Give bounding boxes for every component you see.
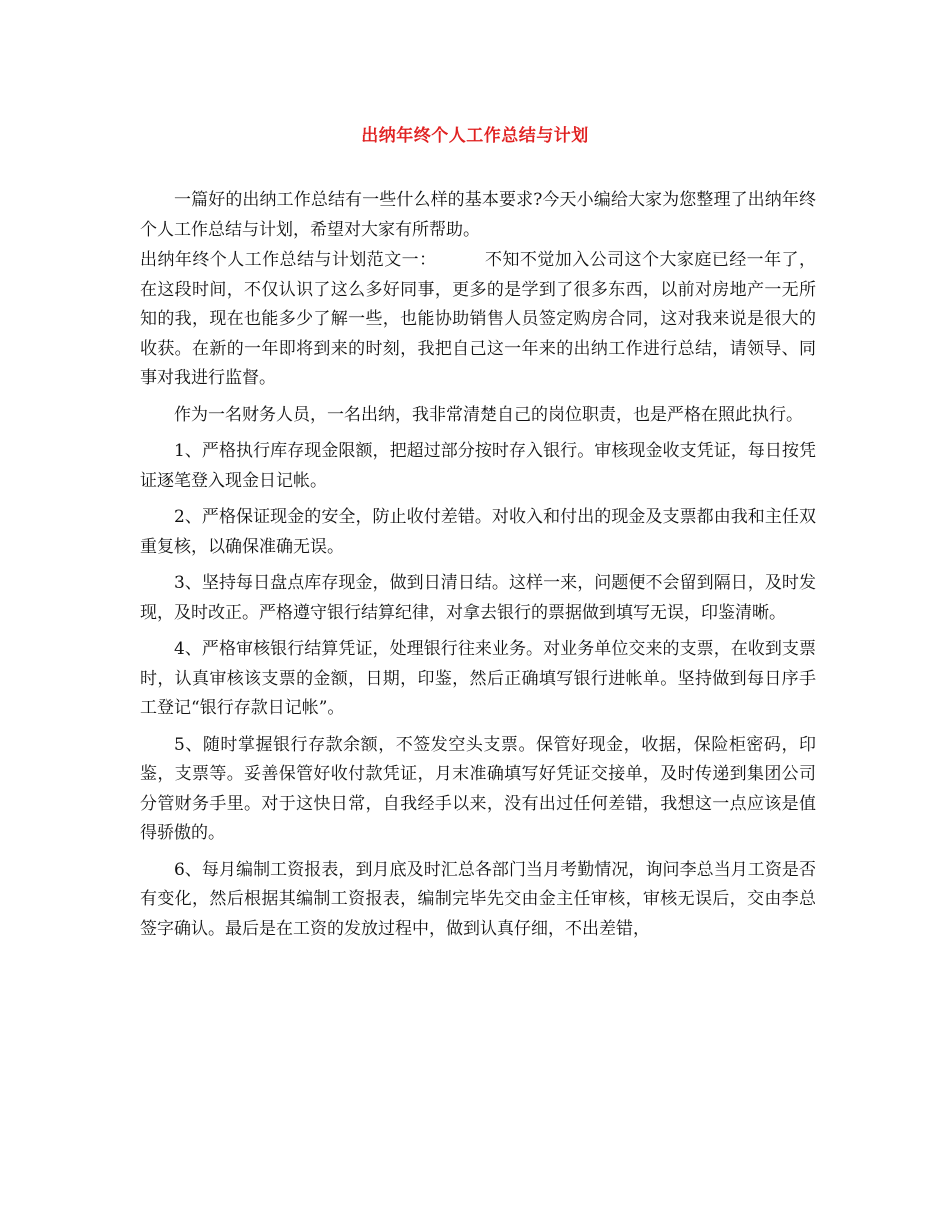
sample-paragraph	[140, 246, 816, 394]
document-body	[140, 186, 816, 944]
list-item-6: 6、每月编制工资报表，到月底及时汇总各部门当月考勤情况，询问李总当月工资是否有变化，然后根据其编制工资报表，编制完毕先交由金主任审核，审核无误后，交由李总签字确认。最后是在工资的发放过程中，做到认真仔细，不出差错，	[140, 859, 816, 939]
list-item-4: 4、严格审核银行结算凭证，处理银行往来业务。对业务单位交来的支票，在收到支票时，认真审核该支票的金额，日期，印鉴，然后正确填写银行进帐单。坚持做到每日序手工登记“银行存款日记帐”。	[140, 639, 816, 718]
list-item-5: 5、随时掌握银行存款余额，不签发空头支票。保管好现金，收据，保险柜密码，印鉴，支票等。妥善保管好收付款凭证，月末准确填写好凭证交接单，及时传递到集团公司分管财务手里。对于这快日常，自我经手以来，没有出过任何差错，我想这一点应该是值得骄傲的。	[140, 734, 816, 843]
intro-paragraph: 一篇好的出纳工作总结有一些什么样的基本要求?今天小编给大家为您整理了出纳年终个人工作总结与计划，希望对大家有所帮助。	[140, 190, 816, 240]
document-title: 出纳年终个人工作总结与计划	[361, 126, 589, 146]
sample-opening: 不知不觉加入公司这个大家庭已经一年了，在这段时间，不仅认识了这么多好同事，更多的是学到了很多东西，以前对房地产一无所知的我，现在也能多少了解一些，也能协助销售人员签定购房合同，这对我来说是很大的收获。在新的一年即将到来的时刻，我把自己这一年来的出纳工作进行总结，请领导、同事对我进行监督。	[140, 250, 817, 388]
sample-heading: 出纳年终个人工作总结与计划范文一：	[140, 250, 437, 270]
duty-paragraph: 作为一名财务人员，一名出纳，我非常清楚自己的岗位职责，也是严格在照此执行。	[174, 404, 803, 425]
list-item-1: 1、严格执行库存现金限额，把超过部分按时存入银行。审核现金收支凭证，每日按凭证逐笔登入现金日记帐。	[140, 441, 816, 491]
list-item-2: 2、严格保证现金的安全，防止收付差错。对收入和付出的现金及支票都由我和主任双重复核，以确保准确无误。	[140, 507, 816, 557]
list-item-3: 3、坚持每日盘点库存现金，做到日清日结。这样一来，问题便不会留到隔日，及时发现，及时改正。严格遵守银行结算纪律，对拿去银行的票据做到填写无误，印鉴清晰。	[140, 573, 816, 623]
